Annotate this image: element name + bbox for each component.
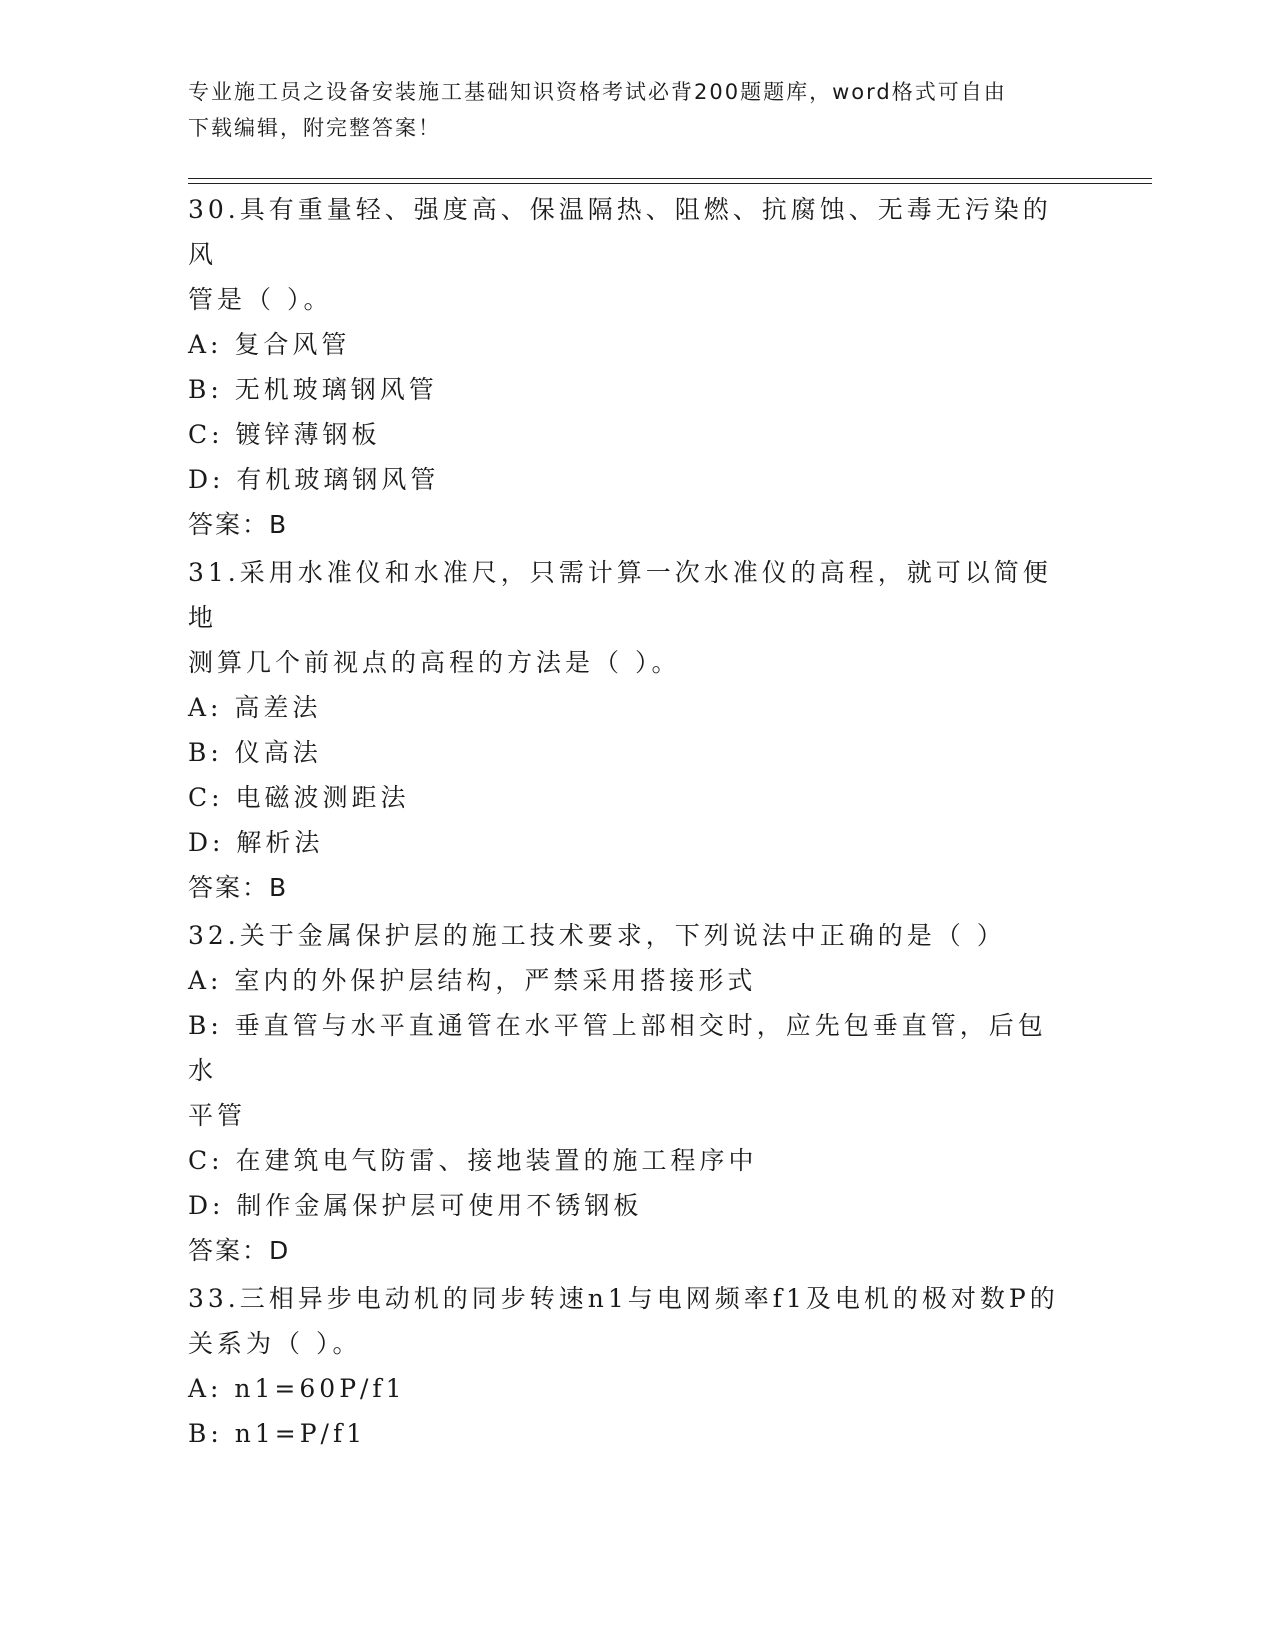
question-stem-line: 管是（ ）。 xyxy=(188,285,333,314)
header-divider-bottom xyxy=(188,183,1152,184)
option-d: D: 有机玻璃钢风管 xyxy=(188,465,440,494)
question-stem-line: 测算几个前视点的高程的方法是（ ）。 xyxy=(188,648,681,677)
header-divider-top xyxy=(188,178,1152,179)
header-line-1: 专业施工员之设备安装施工基础知识资格考试必背200题题库，word格式可自由 xyxy=(188,80,1007,104)
question-33 xyxy=(188,1276,1068,1456)
option-a: A: 复合风管 xyxy=(188,330,351,359)
option-c: C: 电磁波测距法 xyxy=(188,783,410,812)
option-a: A: 高差法 xyxy=(188,693,322,722)
question-stem-line: 31.采用水准仪和水准尺，只需计算一次水准仪的高程，就可以简便地 xyxy=(188,558,1052,632)
option-d: D: 制作金属保护层可使用不锈钢板 xyxy=(188,1191,643,1220)
option-a: A: n1=60P/f1 xyxy=(188,1374,406,1403)
question-stem-line: 32.关于金属保护层的施工技术要求，下列说法中正确的是（ ） xyxy=(188,921,1006,950)
question-32 xyxy=(188,913,1068,1273)
answer-label: 答案：B xyxy=(188,510,289,539)
question-31 xyxy=(188,550,1068,910)
document-header xyxy=(188,74,1068,146)
option-d: D: 解析法 xyxy=(188,828,324,857)
option-b: B: n1=P/f1 xyxy=(188,1419,367,1448)
option-b-continued: 平管 xyxy=(188,1101,247,1130)
question-stem-line: 33.三相异步电动机的同步转速n1与电网频率f1及电机的极对数P的 xyxy=(188,1284,1059,1313)
option-a: A: 室内的外保护层结构，严禁采用搭接形式 xyxy=(188,966,757,995)
option-b: B: 无机玻璃钢风管 xyxy=(188,375,438,404)
option-c: C: 镀锌薄钢板 xyxy=(188,420,381,449)
question-stem-line: 关系为（ ）。 xyxy=(188,1329,362,1358)
question-30 xyxy=(188,187,1068,547)
option-b: B: 垂直管与水平直通管在水平管上部相交时，应先包垂直管，后包水 xyxy=(188,1011,1047,1085)
option-c: C: 在建筑电气防雷、接地装置的施工程序中 xyxy=(188,1146,758,1175)
question-stem-line: 30.具有重量轻、强度高、保温隔热、阻燃、抗腐蚀、无毒无污染的风 xyxy=(188,195,1052,269)
option-b: B: 仪高法 xyxy=(188,738,322,767)
header-line-2: 下载编辑，附完整答案！ xyxy=(188,116,441,140)
answer-label: 答案：D xyxy=(188,1236,291,1265)
answer-label: 答案：B xyxy=(188,873,289,902)
